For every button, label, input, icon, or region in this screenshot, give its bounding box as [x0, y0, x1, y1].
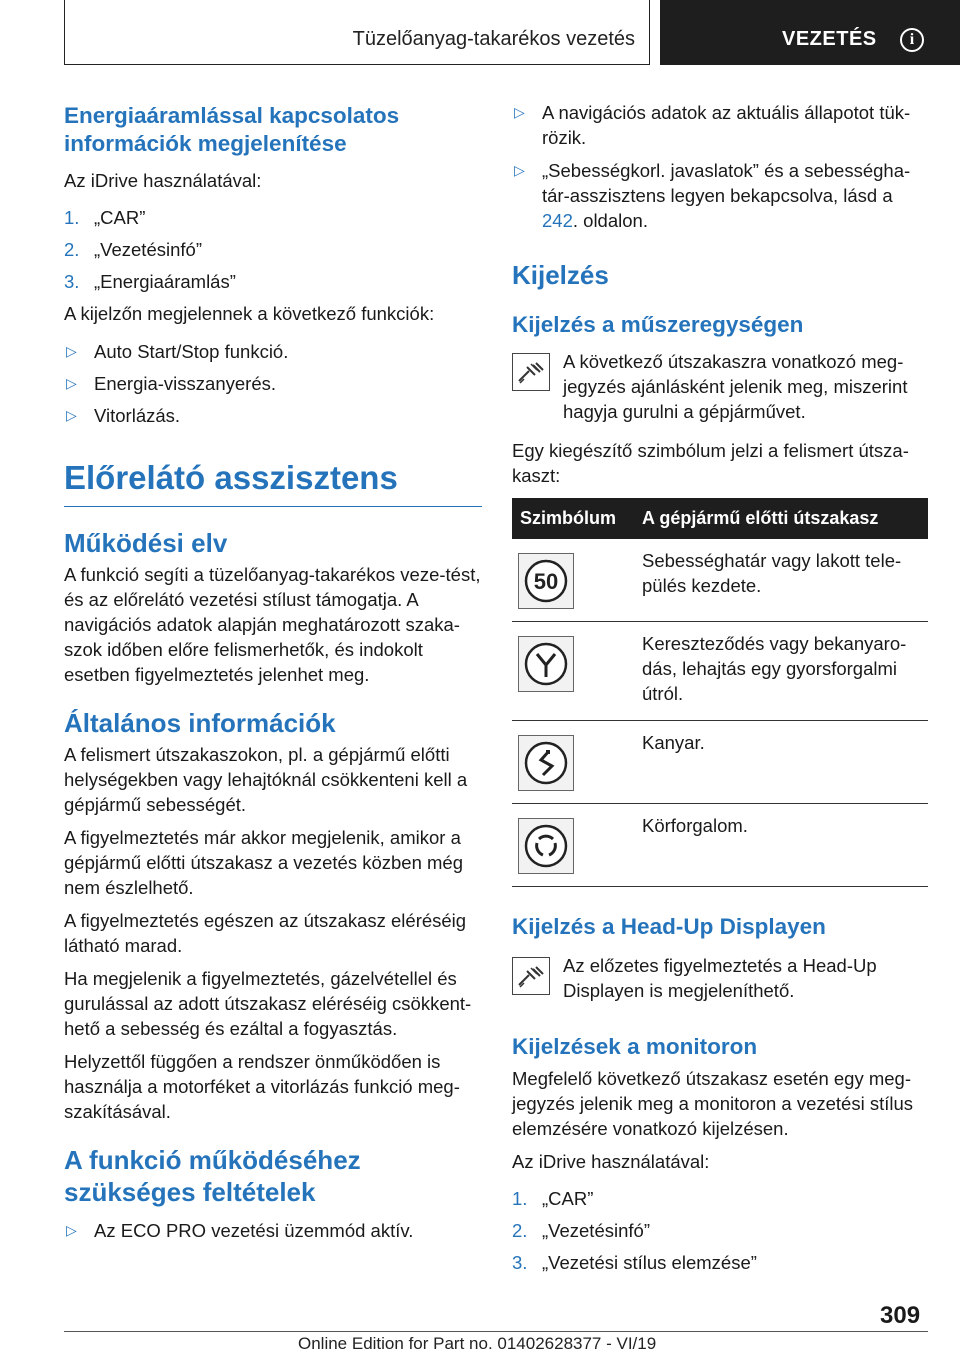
general-paragraph: A figyelmeztetés egészen az útszakasz eléréséig látható marad. [64, 910, 467, 956]
general-paragraph: A figyelmeztetés már akkor megjelenik, amikor a gépjármű előtti útszakasz a vezetés közben még nem észlelhető. [64, 827, 463, 898]
requirement-text: A navigációs adatok az aktuális állapotot tük‐rözik. [542, 102, 911, 148]
menu-steps-list [512, 1186, 928, 1275]
hud-note-text: Az előzetes figyelmeztetés a Head-Up Displayen is megjeleníthető. [563, 955, 877, 1001]
table-header-row [512, 498, 928, 539]
list-item [512, 1250, 928, 1275]
symbol-cell [512, 622, 634, 721]
principle-heading: Működési elv [64, 528, 228, 558]
principle-text: A funkció segíti a tüzelőanyag-takarékos veze‐tést, és az előrelátó vezetési stílust támogatja. A navigációs adatok alapján meghatározott szaka‐szok időben előre felismerhetők, és indokolt esetben figyelmeztetés jelenhet meg. [64, 564, 481, 685]
symbol-table [512, 498, 928, 887]
step-text: „Energiaáramlás” [94, 271, 236, 292]
step-text: „Vezetésinfó” [542, 1220, 650, 1241]
general-info-heading: Általános információk [64, 708, 336, 738]
general-paragraph: Ha megjelenik a figyelmeztetés, gázelvétellel és gurulással az adott útszakasz eléréséig csökkent‐hető a sebesség és ezáltal a fogyasztás. [64, 968, 472, 1039]
monitor-text: Megfelelő következő útszakasz esetén egy meg‐jegyzés jelenik meg a monitoron a vezetési stílus elemzésére vonatkozó kijelzésen. [512, 1068, 914, 1139]
requirements-list-cont [512, 100, 928, 233]
intersection-icon [518, 636, 574, 692]
list-item [512, 158, 928, 233]
functions-list [64, 339, 482, 428]
step-text: „Vezetésinfó” [94, 239, 202, 260]
requirements-list [64, 1218, 482, 1243]
menu-steps-list [64, 205, 482, 294]
main-heading: Előrelátó asszisztens [64, 458, 482, 507]
symbol-cell [512, 539, 634, 622]
triangle-bullet-icon: ▷ [514, 104, 525, 120]
cluster-note [512, 349, 928, 424]
list-item [64, 237, 482, 262]
requirement-text: „Sebességkorl. javaslatok” és a sebességha‐tár-asszisztens legyen bekapcsolva, lásd a [542, 160, 911, 206]
footer-divider [64, 1331, 928, 1332]
table-row [512, 622, 928, 721]
speed-limit-50-icon [518, 553, 574, 609]
triangle-bullet-icon: ▷ [66, 375, 77, 391]
hud-heading: Kijelzés a Head-Up Displayen [512, 914, 826, 939]
idrive-intro: Az iDrive használatával: [64, 170, 262, 191]
list-item [512, 1186, 928, 1211]
function-text: Auto Start/Stop funkció. [94, 341, 289, 362]
curve-icon [518, 735, 574, 791]
monitor-heading: Kijelzések a monitoron [512, 1034, 758, 1059]
triangle-bullet-icon: ▷ [66, 407, 77, 423]
functions-intro: A kijelzőn megjelennek a következő funkciók: [64, 303, 435, 324]
energy-flow-heading: Energiaáramlással kapcsolatos információk megjelenítése [64, 103, 400, 156]
symbol-intro: Egy kiegészítő szimbólum jelzi a felismert útsza‐kaszt: [512, 440, 909, 486]
list-item [64, 205, 482, 230]
triangle-bullet-icon: ▷ [514, 162, 525, 178]
step-number: 1. [64, 207, 80, 228]
header-section-box [64, 0, 650, 65]
cluster-note-text: A következő útszakaszra vonatkozó meg‐jegyzés ajánlásként jelenik meg, miszerint hagyja gurulni a gépjárművet. [563, 351, 908, 422]
left-column [64, 100, 482, 1243]
hud-note [512, 953, 928, 1003]
list-item [512, 100, 928, 150]
table-row [512, 539, 928, 622]
table-row [512, 721, 928, 804]
symbol-cell [512, 721, 634, 804]
column-header-symbol: Szimbólum [512, 498, 634, 539]
triangle-bullet-icon: ▷ [66, 343, 77, 359]
idrive-intro: Az iDrive használatával: [512, 1151, 710, 1172]
function-text: Energia-visszanyerés. [94, 373, 276, 394]
function-text: Vitorlázás. [94, 405, 181, 426]
page-number: 309 [880, 1302, 921, 1329]
column-header-section: A gépjármű előtti útszakasz [634, 498, 928, 539]
triangle-bullet-icon: ▷ [66, 1222, 77, 1238]
symbol-cell [512, 804, 634, 887]
right-column [512, 100, 928, 1275]
coasting-hint-icon [512, 957, 550, 995]
chapter-tab [660, 0, 960, 65]
step-number: 3. [512, 1252, 528, 1273]
section-title: Tüzelőanyag-takarékos vezetés [352, 28, 635, 50]
requirements-heading: A funkció működéséhez szükséges feltételek [64, 1145, 361, 1207]
section-cell: Sebességhatár vagy lakott tele‐pülés kezdete. [634, 539, 928, 622]
list-item [64, 1218, 482, 1243]
section-cell: Kereszteződés vagy bekanyaro‐dás, lehajtás egy gyorsforgalmi útról. [634, 622, 928, 721]
step-number: 2. [512, 1220, 528, 1241]
speed-limit-value: 50 [533, 569, 559, 594]
roundabout-icon [518, 818, 574, 874]
display-heading: Kijelzés [512, 260, 609, 290]
step-text: „Vezetési stílus elemzése” [542, 1252, 757, 1273]
list-item [64, 339, 482, 364]
list-item [64, 403, 482, 428]
list-item [512, 1218, 928, 1243]
requirement-text: Az ECO PRO vezetési üzemmód aktív. [94, 1220, 414, 1241]
info-icon: i [900, 28, 924, 52]
step-text: „CAR” [542, 1188, 594, 1209]
step-number: 2. [64, 239, 80, 260]
step-number: 3. [64, 271, 80, 292]
section-cell: Kanyar. [634, 721, 928, 804]
general-paragraph: Helyzettől függően a rendszer önműködően is használja a motorféket a vitorlázás funkció meg‐szakításával. [64, 1051, 460, 1122]
section-cell: Körforgalom. [634, 804, 928, 887]
table-row [512, 804, 928, 887]
page-reference-link[interactable]: 242 [542, 210, 573, 231]
step-text: „CAR” [94, 207, 146, 228]
step-number: 1. [512, 1188, 528, 1209]
cluster-heading: Kijelzés a műszeregységen [512, 312, 804, 337]
list-item [64, 269, 482, 294]
requirement-text-end: . oldalon. [572, 210, 648, 231]
edition-note: Online Edition for Part no. 01402628377 - VI/19 [298, 1334, 657, 1353]
coasting-hint-icon [512, 353, 550, 391]
list-item [64, 371, 482, 396]
general-paragraph: A felismert útszakaszokon, pl. a gépjármű előtti helységekben vagy lehajtóknál csökkenteni kell a gépjármű sebességét. [64, 744, 468, 815]
chapter-title: VEZETÉS [782, 28, 877, 50]
